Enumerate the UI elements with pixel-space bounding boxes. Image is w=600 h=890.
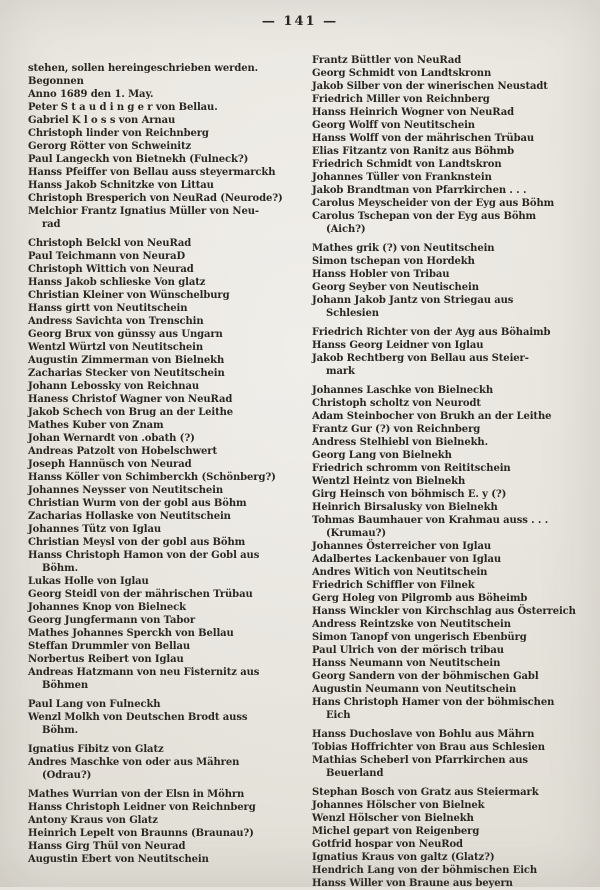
register-line: Johannes Tüller von Franknstein xyxy=(312,172,492,183)
register-line: Hanss Christoph Hamon von der Gobl aus xyxy=(28,550,260,561)
register-line: Paul Lang von Fulneckh xyxy=(28,699,161,710)
register-line: Böhm. xyxy=(42,563,78,574)
register-line: Haness Christof Wagner von NeuRad xyxy=(28,394,233,405)
register-line: Frantz Büttler von NeuRad xyxy=(312,55,462,66)
register-line: Georg Brux von günssy aus Ungarn xyxy=(28,329,223,340)
right-column xyxy=(306,52,590,890)
register-line: Frantz Gur (?) von Reichnberg xyxy=(312,424,481,435)
register-line: Antony Kraus von Glatz xyxy=(28,815,158,826)
register-line: Christoph Belckl von NeuRad xyxy=(28,238,192,249)
register-line: Hanss Neumann von Neutitschein xyxy=(312,658,501,669)
register-line: Georg Seyber von Neutischein xyxy=(312,282,479,293)
register-line: mark xyxy=(326,366,355,377)
register-line: Jakob Schech von Brug an der Leithe xyxy=(28,407,234,418)
register-line: Hans Christoph Hamer von der böhmischen xyxy=(312,697,555,708)
register-line: Simon tschepan von Hordekh xyxy=(312,256,475,267)
register-line: Ignatius Kraus von galtz (Glatz?) xyxy=(312,852,495,863)
register-line: (Krumau?) xyxy=(326,528,386,539)
register-line: Friedrich Schmidt von Landtskron xyxy=(312,159,502,170)
register-line: Christoph Bresperich von NeuRad (Neurode?) xyxy=(28,193,283,204)
register-line: Eich xyxy=(326,710,351,721)
register-line: Melchior Frantz Ignatius Müller von Neu- xyxy=(28,206,259,217)
register-line: Friedrich Richter von der Ayg aus Böhaimb xyxy=(312,327,551,338)
register-line: Paul Ulrich von der mörisch tribau xyxy=(312,645,504,656)
register-line: Carolus Tschepan von der Eyg aus Böhm xyxy=(312,211,537,222)
register-line: Paul Teichmann von NeuraD xyxy=(28,251,186,262)
register-line: Hanss Köller von Schimberckh (Schönberg?) xyxy=(28,472,276,483)
register-line: Elias Fitzantz von Ranitz aus Böhmb xyxy=(312,146,514,157)
register-line: Mathes Wurrian von der Elsn in Möhrn xyxy=(28,789,245,800)
register-line: Mathes Johannes Sperckh von Bellau xyxy=(28,628,234,639)
register-line: Gabriel K l o s s von Arnau xyxy=(28,115,176,126)
register-line: Ignatius Fibitz von Glatz xyxy=(28,744,164,755)
register-line: Christian Wurm von der gobl aus Böhm xyxy=(28,498,247,509)
register-line: Adalbertes Lackenbauer von Iglau xyxy=(312,554,502,565)
register-line: Zacharias Stecker von Neutitschein xyxy=(28,368,225,379)
register-line: Jakob Rechtberg von Bellau aus Steier- xyxy=(312,353,529,364)
register-line: Beuerland xyxy=(326,768,384,779)
register-line: Andres Witich von Neutitschein xyxy=(312,567,488,578)
register-line: Jakob Brandtman von Pfarrkirchen . . . xyxy=(312,185,527,196)
register-line: Schlesien xyxy=(326,308,379,319)
register-line: Andres Maschke von oder aus Mähren xyxy=(28,757,240,768)
register-line: Wenzl Hölscher von Bielnekh xyxy=(312,813,474,824)
register-line: Hanss Wolff von der mährischen Trübau xyxy=(312,133,535,144)
register-line: Johann Jakob Jantz von Striegau aus xyxy=(312,295,514,306)
register-line: Friedrich schromm von Reititschein xyxy=(312,463,511,474)
register-line: Hanss Girg Thül von Neurad xyxy=(28,841,186,852)
register-line: Peter S t a u d i n g e r von Bellau. xyxy=(28,102,218,113)
register-line: Michel gepart von Reigenberg xyxy=(312,826,480,837)
register-line: Johann Lebossky von Reichnau xyxy=(28,381,199,392)
register-line: Hendrich Lang von der böhmischen Eich xyxy=(312,865,538,876)
register-line: Johannes Neysser von Neutitschein xyxy=(28,485,224,496)
register-line: Mathes grik (?) von Neutitschein xyxy=(312,243,495,254)
register-line: Jakob Silber von der winerischen Neustadt xyxy=(312,81,548,92)
register-line: Johannes Hölscher von Bielnek xyxy=(312,800,485,811)
register-line: Andress Savichta von Trenschin xyxy=(28,316,204,327)
register-line: Adam Steinbocher von Brukh an der Leithe xyxy=(312,411,552,422)
register-line: Gotfrid hospar von NeuRod xyxy=(312,839,463,850)
left-column xyxy=(28,52,306,890)
register-line: Andreas Hatzmann von neu Fisternitz aus xyxy=(28,667,260,678)
register-line: Mathes Kuber von Znam xyxy=(28,420,164,431)
register-line: Wentzl Heintz von Bielnekh xyxy=(312,476,466,487)
register-line: Augustin Ebert von Neutitschein xyxy=(28,854,209,865)
register-line: Begonnen xyxy=(28,76,84,87)
register-line: Carolus Meyscheider von der Eyg aus Böhm xyxy=(312,198,555,209)
register-line: Andress Stelhiebl von Bielnekh. xyxy=(312,437,488,448)
register-line: (Odrau?) xyxy=(42,770,92,781)
register-line: Andreas Patzolt von Hobelschwert xyxy=(28,446,217,457)
register-line: Georg Schmidt von Landtskronn xyxy=(312,68,492,79)
register-line: Lukas Holle von Iglau xyxy=(28,576,149,587)
register-line: Norbertus Reibert von Iglau xyxy=(28,654,184,665)
register-line: Heinrich Lepelt von Braunns (Braunau?) xyxy=(28,828,254,839)
register-line: Augustin Neumann von Neutitschein xyxy=(312,684,517,695)
register-line: Joseph Hannüsch von Neurad xyxy=(28,459,192,470)
register-line: Hanss Jakob schlieske Von glatz xyxy=(28,277,206,288)
page-number: — 141 — xyxy=(261,14,339,29)
register-line: Paul Langeckh von Bietnekh (Fulneck?) xyxy=(28,154,249,165)
register-line: Johannes Knop von Bielneck xyxy=(28,602,186,613)
register-line: Hanss girtt von Neutitschein xyxy=(28,303,188,314)
register-line: Augustin Zimmerman von Bielnekh xyxy=(28,355,225,366)
register-line: Friedrich Miller von Reichnberg xyxy=(312,94,490,105)
register-line: Georg Jungfermann von Tabor xyxy=(28,615,196,626)
register-line: (Aich?) xyxy=(326,224,366,235)
register-line: Georg Wolff von Neutitschein xyxy=(312,120,475,131)
register-line: Christian Meysl von der gobl aus Böhm xyxy=(28,537,246,548)
register-line: Georg Steidl von der mährischen Trübau xyxy=(28,589,253,600)
register-line: Hanss Georg Leidner von Iglau xyxy=(312,340,484,351)
register-line: Steffan Drummler von Bellau xyxy=(28,641,191,652)
register-line: Hanss Hobler von Tribau xyxy=(312,269,450,280)
register-line: Georg Lang von Bielnekh xyxy=(312,450,452,461)
register-line: rad xyxy=(42,219,61,230)
register-line: Hanss Duchoslave von Bohlu aus Mährn xyxy=(312,729,535,740)
register-line: Johan Wernardt von .obath (?) xyxy=(28,433,195,444)
register-line: Friedrich Schiffler von Filnek xyxy=(312,580,475,591)
register-line: Gerorg Rötter von Schweinitz xyxy=(28,141,192,152)
register-line: Hanss Christoph Leidner von Reichnberg xyxy=(28,802,256,813)
register-line: Andress Reintzske von Neutitschein xyxy=(312,619,511,630)
register-line: stehen, sollen hereingeschrieben werden. xyxy=(28,63,259,74)
register-line: Girg Heinsch von böhmisch E. y (?) xyxy=(312,489,507,500)
register-line: Wentzl Würtzl von Neutitschein xyxy=(28,342,204,353)
register-line: Wenzl Molkh von Deutschen Brodt auss xyxy=(28,712,248,723)
register-line: Böhm. xyxy=(42,725,78,736)
register-line: Hanss Heinrich Wogner von NeuRad xyxy=(312,107,515,118)
register-line: Johannes Österreicher von Iglau xyxy=(312,541,492,552)
register-line: Mathias Scheberl von Pfarrkirchen aus xyxy=(312,755,528,766)
register-line: Stephan Bosch von Gratz aus Steiermark xyxy=(312,787,539,798)
register-line: Zacharias Hollaske von Neutitschein xyxy=(28,511,231,522)
register-line: Anno 1689 den 1. May. xyxy=(28,89,154,100)
register-line: Christoph Wittich von Neurad xyxy=(28,264,194,275)
register-line: Christian Kleiner von Wünschelburg xyxy=(28,290,230,301)
register-line: Heinrich Birsalusky von Bielnekh xyxy=(312,502,498,513)
register-line: Hanss Pfeiffer von Bellau auss steyermarckh xyxy=(28,167,276,178)
register-line: Gerg Holeg von Pilgromb aus Böheimb xyxy=(312,593,528,604)
register-line: Christoph scholtz von Neurodt xyxy=(312,398,481,409)
text-columns xyxy=(28,52,590,890)
register-line: Simon Tanopf von ungerisch Ebenbürg xyxy=(312,632,527,643)
register-line: Christoph linder von Reichnberg xyxy=(28,128,209,139)
register-line: Tobias Hoffrichter von Brau aus Schlesien xyxy=(312,742,545,753)
register-line: Georg Sandern von der böhmischen Gabl xyxy=(312,671,539,682)
register-line: Hanss Willer von Braune aus beyern xyxy=(312,878,513,889)
register-line: Johannes Tütz von Iglau xyxy=(28,524,162,535)
register-line: Johannes Laschke von Bielneckh xyxy=(312,385,494,396)
register-line: Hanss Winckler von Kirchschlag aus Österreich xyxy=(312,606,576,617)
register-line: Tohmas Baumhauer von Krahmau auss . . . xyxy=(312,515,549,526)
register-line: Hanss Jakob Schnitzke von Littau xyxy=(28,180,214,191)
register-line: Böhmen xyxy=(42,680,89,691)
